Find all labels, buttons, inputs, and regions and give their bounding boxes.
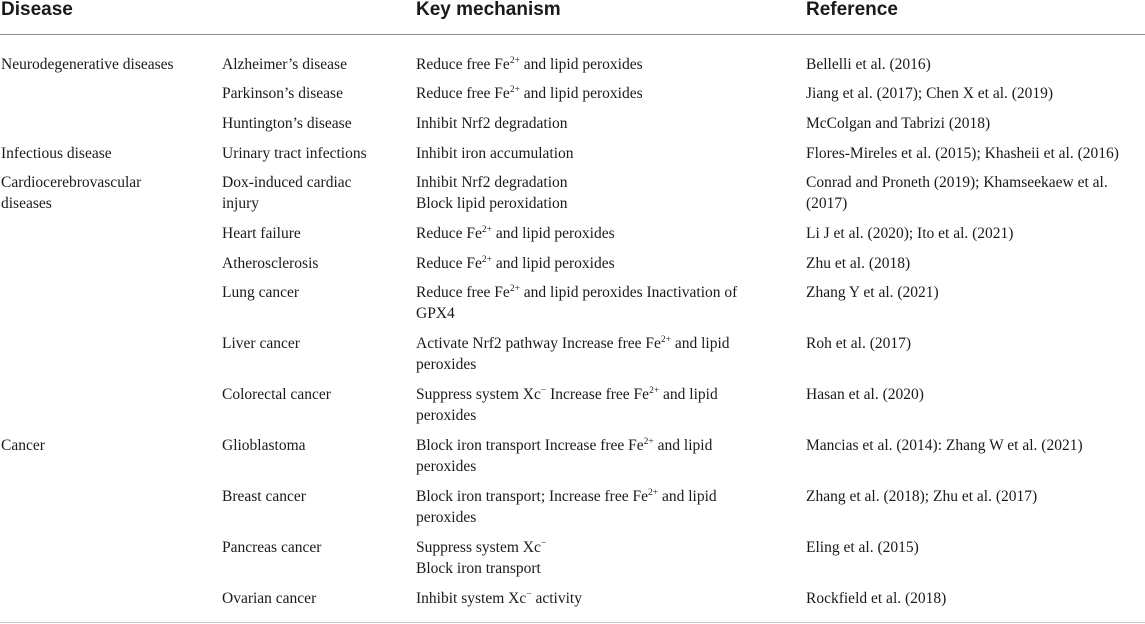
disease-cell xyxy=(222,113,410,134)
cell-line: Parkinson’s disease xyxy=(222,85,343,102)
text-run: Suppress system Xc xyxy=(416,386,541,403)
cell-line: Bellelli et al. (2016) xyxy=(806,56,931,73)
mechanism-cell xyxy=(416,143,776,164)
cell-line xyxy=(416,282,776,303)
cell-line xyxy=(416,486,776,507)
category-cell xyxy=(1,54,216,75)
table-bottom-rule xyxy=(0,622,1145,623)
superscript: 2+ xyxy=(647,488,659,498)
disease-cell xyxy=(222,253,410,274)
cell-line xyxy=(416,537,776,558)
reference-cell xyxy=(806,486,1145,507)
cell-line: Colorectal cancer xyxy=(222,386,331,403)
text-run: and lipid peroxides xyxy=(519,85,643,102)
text-run: peroxides xyxy=(416,509,477,526)
cell-line: Liver cancer xyxy=(222,335,300,352)
text-run: Increase free Fe xyxy=(546,386,650,403)
cell-line: diseases xyxy=(1,195,52,212)
cell-line: Jiang et al. (2017); Chen X et al. (2019) xyxy=(806,85,1054,102)
text-run: Reduce free Fe xyxy=(416,85,510,102)
cell-line: Alzheimer’s disease xyxy=(222,56,347,73)
cell-line xyxy=(416,223,776,244)
reference-cell xyxy=(806,282,1145,303)
text-run: activity xyxy=(531,590,582,607)
reference-cell xyxy=(806,333,1145,354)
cell-line: Zhang Y et al. (2021) xyxy=(806,284,939,301)
cell-line xyxy=(416,113,776,134)
header-key-mechanism: Key mechanism xyxy=(416,0,561,20)
reference-cell xyxy=(806,537,1145,558)
text-run: Inhibit iron accumulation xyxy=(416,145,574,162)
cell-line xyxy=(416,384,776,405)
header-disease: Disease xyxy=(1,0,73,20)
disease-cell xyxy=(222,143,410,164)
superscript: 2+ xyxy=(649,386,660,396)
reference-cell xyxy=(806,384,1145,405)
cell-line xyxy=(416,435,776,456)
text-run: Inhibit system Xc xyxy=(416,590,527,607)
cell-line: Zhu et al. (2018) xyxy=(806,255,911,272)
cell-line xyxy=(416,456,776,477)
superscript: 2+ xyxy=(481,225,492,235)
cell-line: Atherosclerosis xyxy=(222,255,319,272)
cell-line xyxy=(416,54,776,75)
superscript: 2+ xyxy=(660,335,671,345)
cell-line: Glioblastoma xyxy=(222,437,306,454)
disease-cell xyxy=(222,282,410,303)
text-run: Reduce free Fe xyxy=(416,284,510,301)
cell-line: Huntington’s disease xyxy=(222,115,352,132)
category-cell xyxy=(1,143,216,164)
reference-cell xyxy=(806,588,1145,609)
table-header xyxy=(0,0,1145,34)
text-run: GPX4 xyxy=(416,305,455,322)
disease-cell xyxy=(222,54,410,75)
cell-line: Rockfield et al. (2018) xyxy=(806,590,947,607)
cell-line: Roh et al. (2017) xyxy=(806,335,912,352)
mechanism-cell xyxy=(416,486,776,528)
cell-line xyxy=(416,588,776,609)
text-run: Reduce Fe xyxy=(416,255,482,272)
cell-line: McColgan and Tabrizi (2018) xyxy=(806,115,991,132)
cell-line xyxy=(416,143,776,164)
cell-line: Infectious disease xyxy=(1,145,112,162)
superscript: 2+ xyxy=(509,284,520,294)
disease-cell xyxy=(222,172,410,214)
cell-line: Mancias et al. (2014): Zhang W et al. (2021) xyxy=(806,437,1083,454)
cell-line: Flores-Mireles et al. (2015); Khasheii et al. (2016) xyxy=(806,145,1119,162)
superscript: 2+ xyxy=(509,85,520,95)
disease-cell xyxy=(222,333,410,354)
cell-line xyxy=(416,507,776,528)
cell-line: Lung cancer xyxy=(222,284,300,301)
mechanism-cell xyxy=(416,253,776,274)
reference-cell xyxy=(806,143,1145,164)
text-run: Block lipid peroxidation xyxy=(416,195,568,212)
cell-line: Conrad and Proneth (2019); Khamseekaew et al. xyxy=(806,174,1108,191)
text-run: peroxides xyxy=(416,458,477,475)
cell-line: Urinary tract infections xyxy=(222,145,367,162)
superscript: 2+ xyxy=(481,255,492,265)
text-run: and lipid xyxy=(658,488,717,505)
cell-line: Ovarian cancer xyxy=(222,590,317,607)
cell-line xyxy=(416,558,776,579)
disease-cell xyxy=(222,223,410,244)
text-run: Inhibit Nrf2 degradation xyxy=(416,115,568,132)
text-run: and lipid xyxy=(670,335,730,352)
cell-line xyxy=(416,83,776,104)
superscript: 2+ xyxy=(509,56,520,66)
mechanism-cell xyxy=(416,113,776,134)
text-run: Inhibit Nrf2 degradation xyxy=(416,174,568,191)
reference-cell xyxy=(806,113,1145,134)
mechanism-cell xyxy=(416,384,776,426)
superscript: 2+ xyxy=(643,437,654,447)
text-run: Block iron transport xyxy=(416,560,541,577)
cell-line xyxy=(416,405,776,426)
text-run: and lipid peroxides xyxy=(491,255,615,272)
superscript: − xyxy=(540,539,547,549)
text-run: Block iron transport Increase free Fe xyxy=(416,437,644,454)
disease-cell xyxy=(222,588,410,609)
text-run: and lipid peroxides xyxy=(519,56,643,73)
text-run: peroxides xyxy=(416,356,477,373)
cell-line: injury xyxy=(222,195,260,212)
reference-cell xyxy=(806,83,1145,104)
mechanism-cell xyxy=(416,537,776,579)
mechanism-cell xyxy=(416,83,776,104)
mechanism-cell xyxy=(416,223,776,244)
cell-line xyxy=(416,193,776,214)
superscript: − xyxy=(540,386,547,396)
cell-line xyxy=(416,333,776,354)
text-run: Suppress system Xc xyxy=(416,539,541,556)
text-run: and lipid peroxides xyxy=(491,225,615,242)
disease-cell xyxy=(222,83,410,104)
cell-line xyxy=(416,253,776,274)
header-divider xyxy=(0,34,1145,35)
reference-cell xyxy=(806,223,1145,244)
text-run: and lipid xyxy=(653,437,713,454)
disease-cell xyxy=(222,384,410,405)
mechanism-cell xyxy=(416,435,776,477)
cell-line: Zhang et al. (2018); Zhu et al. (2017) xyxy=(806,488,1038,505)
text-run: Reduce free Fe xyxy=(416,56,510,73)
text-run: Reduce Fe xyxy=(416,225,482,242)
text-run: peroxides xyxy=(416,407,477,424)
cell-line: (2017) xyxy=(806,195,848,212)
disease-cell xyxy=(222,486,410,507)
mechanism-cell xyxy=(416,172,776,214)
cell-line: Eling et al. (2015) xyxy=(806,539,919,556)
reference-cell xyxy=(806,253,1145,274)
reference-cell xyxy=(806,54,1145,75)
mechanism-cell xyxy=(416,282,776,324)
text-run: Activate Nrf2 pathway Increase free Fe xyxy=(416,335,661,352)
reference-cell xyxy=(806,435,1145,456)
category-cell xyxy=(1,435,216,456)
mechanism-cell xyxy=(416,54,776,75)
cell-line: Dox-induced cardiac xyxy=(222,174,352,191)
category-cell xyxy=(1,172,216,214)
text-run: Block iron transport; Increase free Fe xyxy=(416,488,648,505)
superscript: − xyxy=(526,590,532,600)
cell-line xyxy=(416,354,776,375)
cell-line: Pancreas cancer xyxy=(222,539,322,556)
disease-cell xyxy=(222,537,410,558)
cell-line xyxy=(416,303,776,324)
text-run: and lipid peroxides Inactivation of xyxy=(519,284,738,301)
cell-line: Breast cancer xyxy=(222,488,306,505)
cell-line: Cardiocerebrovascular xyxy=(1,174,142,191)
cell-line: Hasan et al. (2020) xyxy=(806,386,924,403)
header-reference: Reference xyxy=(806,0,898,20)
mechanism-cell xyxy=(416,333,776,375)
mechanism-cell xyxy=(416,588,776,609)
reference-cell xyxy=(806,172,1145,214)
cell-line: Li J et al. (2020); Ito et al. (2021) xyxy=(806,225,1014,242)
cell-line xyxy=(416,172,776,193)
cell-line: Cancer xyxy=(1,437,45,454)
disease-cell xyxy=(222,435,410,456)
cell-line: Heart failure xyxy=(222,225,301,242)
text-run: and lipid xyxy=(659,386,718,403)
cell-line: Neurodegenerative diseases xyxy=(1,56,174,73)
